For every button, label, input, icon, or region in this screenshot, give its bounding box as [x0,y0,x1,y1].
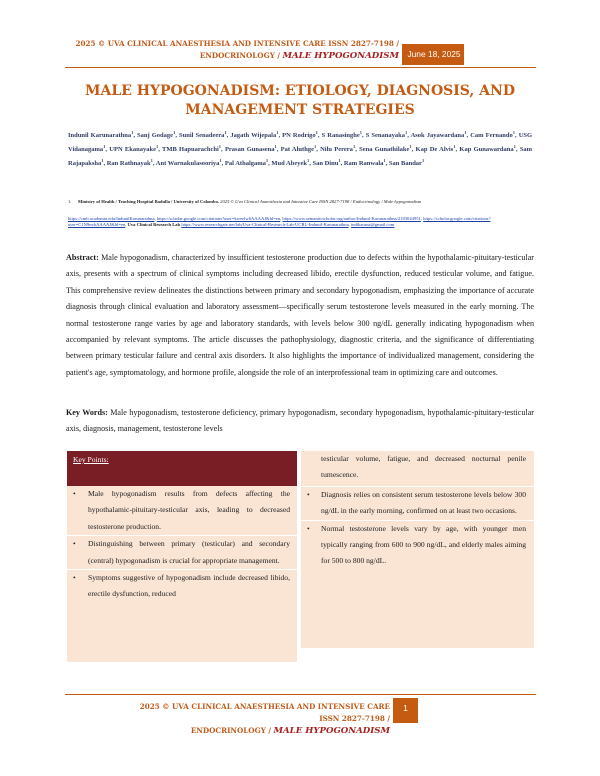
author-name: PN Rodrigo [282,132,316,140]
author-affiliation-marker: 1 [338,157,341,163]
abstract-text: Male hypogonadism, characterized by insufficient testosterone production due to defects within the hypothalamic-pituitary-testicular axis, presents with a spectrum of clinical symptoms including decreased libido, erectile dysfunction, reduced testicular volume, and fatigue. This comprehensive review delineates the distinctions between primary and secondary hypogonadism, emphasizing the importance of accurate diagnosis through clinical evaluation and laboratory assessment—specifically serum testosterone levels measured in the early morning. The normal testosterone range varies by age and laboratory standards, with levels below 300 ng/dL generally indicating hypogonadism when accompanied by relevant symptoms. The article discusses the pathophysiology, diagnostic criteria, and the significance of differentiating between primary testicular failure and central axis disorders. It also highlights the importance of individualized management, considering the patient's age, symptomatology, and hormone profile, alongside the role of an interprofessional team in optimizing care and outcomes. [66,253,534,377]
key-point-text: Male hypogonadism results from defects affecting the hypothalamic-pituitary-testicular axis, leading to decreased testosterone production. [88,489,290,531]
key-point-item [301,521,534,570]
link-scholar-1[interactable]: https://scholar.google.com/citations?user=kweelw6AAAAJ&hl=en [156,216,281,221]
author-name: UPN Ekanayake [109,146,156,154]
author-name: Mud Abeyek [271,160,307,168]
author-name: Jagath Wijepala [230,132,277,140]
key-point-item [67,486,297,536]
link-researchgate[interactable]: https://www.researchgate.net/lab/Uva-Clinical-Research-Lab-UCRL-Indunil-Karunarathna [181,222,349,228]
bullet-icon: • [73,489,76,498]
author-affiliation-marker: 1 [512,130,515,135]
author-name: TMB Hapuarachchi [162,146,219,154]
abstract-label: Abstract: [66,253,99,262]
key-points-list-2 [301,487,534,570]
author-name: Ant Warnakulasooriya [155,160,220,168]
key-points-box-continued [301,451,534,648]
author-list: Indunil Karunarathna$^1$, Sanj Godage$^1$, Sunil Senadeera$^1$, Jagath Wijepala$^1$, PN Rodrigo$^1$, S Ranasinghe$^1$, S Senanayaka$^1$, Asok Jayawardana$^1$, Cam Fernando$^1$, USG Vidanagama$^1$, UPN Ekanayake$^1$, TMB Hapuarachchi$^1$, Prasan Gunasena$^1$, Pat Aluthge$^1$, Nilu Perera$^1$, Sena Gunathilake$^1$, Kap De Alvis$^1$, Kap Gunawardana$^1$, Sam Rajapaksha$^1$, Ran Rathnayak$^1$, Ant Warnakulasooriya$^1$, Pal Athalgama$^1$, Mud Abeyek$^1$, San Dinu$^1$, Ram Ranwala$^1$, San Bandar$^1$ [68,130,533,168]
author-name: S Senanayaka [365,132,405,140]
key-points-box [67,451,297,662]
affiliation-text: Ministry of Health / Teaching Hospital Badulla / University of Colombo. [78,199,220,204]
author-affiliation-marker: 1 [224,130,227,135]
header-date: June 18, 2025 [407,49,461,59]
author-name: S Ranasinghe [321,132,360,140]
author-affiliation-marker: 1 [218,143,222,149]
bullet-icon: • [73,573,76,583]
running-footer [120,701,390,737]
header-section: ENDOCRINOLOGY / [199,51,283,60]
footer-divider [65,694,536,695]
key-point-text: Diagnosis relies on consistent serum testosterone levels below 300 ng/dL in the early morning, confirmed on at least two occasions. [321,489,526,516]
author-name: Kap De Alvis [415,146,454,154]
link-scholar-2[interactable]: https://scholar.google.com/citations?user=C1N9nvkAAAAJ&hl=en [68,216,491,228]
author-name: Sena Gunathilake [359,146,410,154]
link-email[interactable]: indikaruna@gmail.com [350,222,395,228]
author-affiliation-marker: 1 [313,143,317,149]
author-affiliation-marker: 1 [421,157,425,163]
author-affiliation-marker: 1 [276,130,279,135]
author-name: Indunil Karunarathna [68,132,132,140]
author-name: USG Vidanagama [68,132,533,154]
author-name: Ran Rathnayak [106,160,151,168]
key-points-list-1 [67,486,297,603]
author-name: Pal Athalgama [224,160,266,168]
author-affiliation-marker: 1 [383,157,386,163]
header-journal: MALE HYPOGONADISM [282,51,399,61]
link-semanticscholar[interactable]: https://www.semanticscholar.org/author/Indunil-Karunarathna/2183044951 [282,216,421,221]
header-line-2 [74,50,399,62]
key-point-item [67,536,297,570]
header-line-1: 2025 © UVA CLINICAL ANAESTHESIA AND INTENSIVE CARE ISSN 2827-7198 / [75,39,399,48]
paper-title: MALE HYPOGONADISM: ETIOLOGY, DIAGNOSIS, AND MANAGEMENT STRATEGIES [85,83,515,118]
key-point-text: Normal testosterone levels vary by age, with younger men typically ranging from 600 to 900 ng/dL, and elderly males aiming for 500 to 800 ng/dL. [321,523,526,566]
author-affiliation-marker: 1 [307,157,310,163]
key-points-header [67,451,297,486]
author-name: Sam Rajapaksha [68,146,533,168]
author-affiliation-marker: 1 [103,143,106,149]
author-name: Cam Fernando [470,132,513,140]
footer-journal: MALE HYPOGONADISM [273,726,390,736]
affiliation-number: 1. [68,199,72,204]
header-divider [65,67,536,68]
author-affiliation-marker: 1 [464,130,467,135]
key-point-text: Symptoms suggestive of hypogonadism include decreased libido, erectile dysfunction, reduced [88,573,290,599]
author-affiliation-marker: 1 [155,143,159,149]
affiliation-copyright: 2025 © Uva Clinical Anaesthesia and Intensive Care ISSN 2827-7198 / Endocrinology / Male hypogonadism [220,199,422,204]
key-points-heading: Key Points: [73,455,109,464]
key-point-item [67,570,297,603]
key-point-text: Distinguishing between primary (testicular) and secondary (central) hypogonadism is crucial for appropriate management. [88,539,290,565]
author-affiliation-marker: 1 [274,143,277,149]
author-name: San Dinu [312,160,339,168]
lab-name: Uva Clinical Research Lab [127,222,181,228]
key-point-continuation: testicular volume, fatigue, and decreased nocturnal penile tumescence. [301,451,534,487]
author-affiliation-marker: 1 [173,130,176,135]
footer-line-2 [120,725,390,737]
bullet-icon: • [307,489,310,499]
keywords-label: Key Words: [66,408,108,417]
bullet-icon: • [307,523,310,533]
affiliation-note [68,199,532,205]
abstract [66,250,534,381]
author-affiliation-marker: 1 [405,130,408,135]
author-affiliation-marker: 1 [150,157,153,163]
author-affiliation-marker: 1 [409,143,412,149]
author-name: Kap Gunawardana [459,146,514,154]
footer-line-1: 2025 © UVA CLINICAL ANAESTHESIA AND INTENSIVE CARE ISSN 2827-7198 / [139,702,390,723]
author-name: Sunil Senadeera [179,132,225,140]
author-affiliation-marker: 1 [352,143,356,149]
author-name: Ram Ranwala [343,160,384,168]
author-name: San Bandar [388,160,422,168]
running-header [74,38,399,62]
author-name: Asok Jayawardana [410,132,465,140]
author-affiliation-marker: 1 [315,130,318,135]
author-affiliation-marker: 1 [131,130,134,135]
author-affiliation-marker: 1 [265,157,269,163]
bullet-icon: • [73,539,76,549]
key-point-item [301,487,534,521]
author-name: Pat Aluthge [280,146,314,154]
author-name: Prasan Gunasena [224,146,275,154]
link-academia[interactable]: https://cmb.academia.edu/IndunilKarunarathna [68,216,155,221]
keywords-text: Male hypogonadism, testosterone deficiency, primary hypogonadism, secondary hypogonadism, hypothalamic-pituitary-testicular axis, diagnosis, management, testosterone levels [66,408,534,434]
page-number: 1 [403,703,408,713]
author-name: Sanj Godage [137,132,174,140]
author-name: Nilu Perera [320,146,353,154]
keywords [66,405,534,438]
author-affiliation-marker: 1 [219,157,222,163]
author-affiliation-marker: 1 [513,143,516,149]
author-links: https://cmb.academia.edu/IndunilKarunarathna, https://scholar.google.com/citations?user=kweelw6AAAAJ&hl=en, https://www.semanticscholar.org/author/Indunil-Karunarathna/2183044951, https://scholar.google.com/citations?user=C1N9nvkAAAAJ&hl=en, Uva Clinical Research Lab https://www.researchgate.net/lab/Uva-Clinical-Research-Lab-UCRL-Indunil-Karunarathna, indikaruna@gmail.com [68,216,491,228]
author-affiliation-marker: 1 [359,130,363,135]
author-affiliation-marker: 1 [101,157,104,163]
footer-section: ENDOCRINOLOGY / [190,726,274,735]
author-affiliation-marker: 1 [453,143,456,149]
